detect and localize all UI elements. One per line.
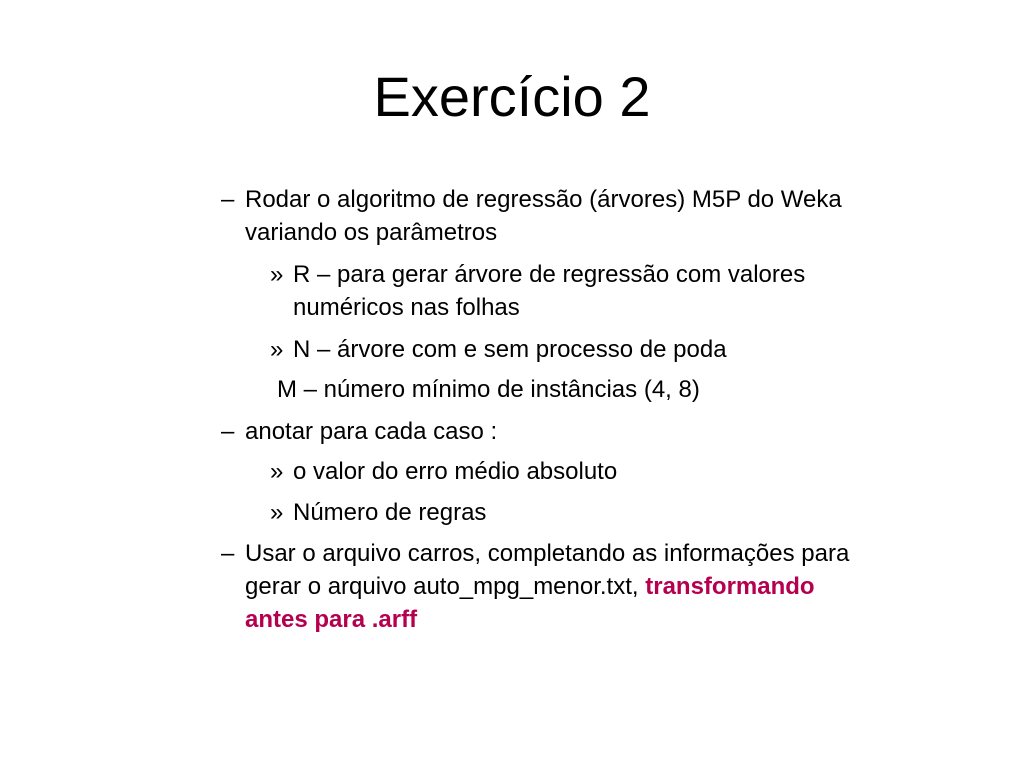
dash-marker: – [221, 418, 235, 445]
sub-bullet-text-line: o valor do erro médio absoluto [293, 458, 618, 485]
emphasis-text-line: antes para .arff [245, 606, 418, 633]
raquo-marker: » [270, 261, 284, 288]
sub-bullet-text-line: M – número mínimo de instâncias (4, 8) [277, 376, 700, 403]
bullet-text-plain: gerar o arquivo auto_mpg_menor.txt, [245, 573, 646, 600]
bullet-text-line: anotar para cada caso : [245, 418, 498, 445]
bullet-text-line: variando os parâmetros [245, 219, 498, 246]
sub-bullet-text-line: numéricos nas folhas [293, 294, 520, 321]
emphasis-text: transformando [645, 573, 815, 600]
raquo-marker: » [270, 458, 284, 485]
bullet-text-line: Usar o arquivo carros, completando as informações para [245, 540, 850, 567]
slide-title: Exercício 2 [373, 65, 651, 128]
sub-bullet-text-line: R – para gerar árvore de regressão com valores [293, 261, 806, 288]
sub-bullet-text-line: N – árvore com e sem processo de poda [293, 336, 727, 363]
bullet-text-line: Rodar o algoritmo de regressão (árvores) M5P do Weka [245, 186, 842, 213]
dash-marker: – [221, 186, 235, 213]
raquo-marker: » [270, 336, 284, 363]
bullet-text-line [245, 570, 815, 603]
dash-marker: – [221, 540, 235, 567]
raquo-marker: » [270, 499, 284, 526]
sub-bullet-text-line: Número de regras [293, 499, 487, 526]
